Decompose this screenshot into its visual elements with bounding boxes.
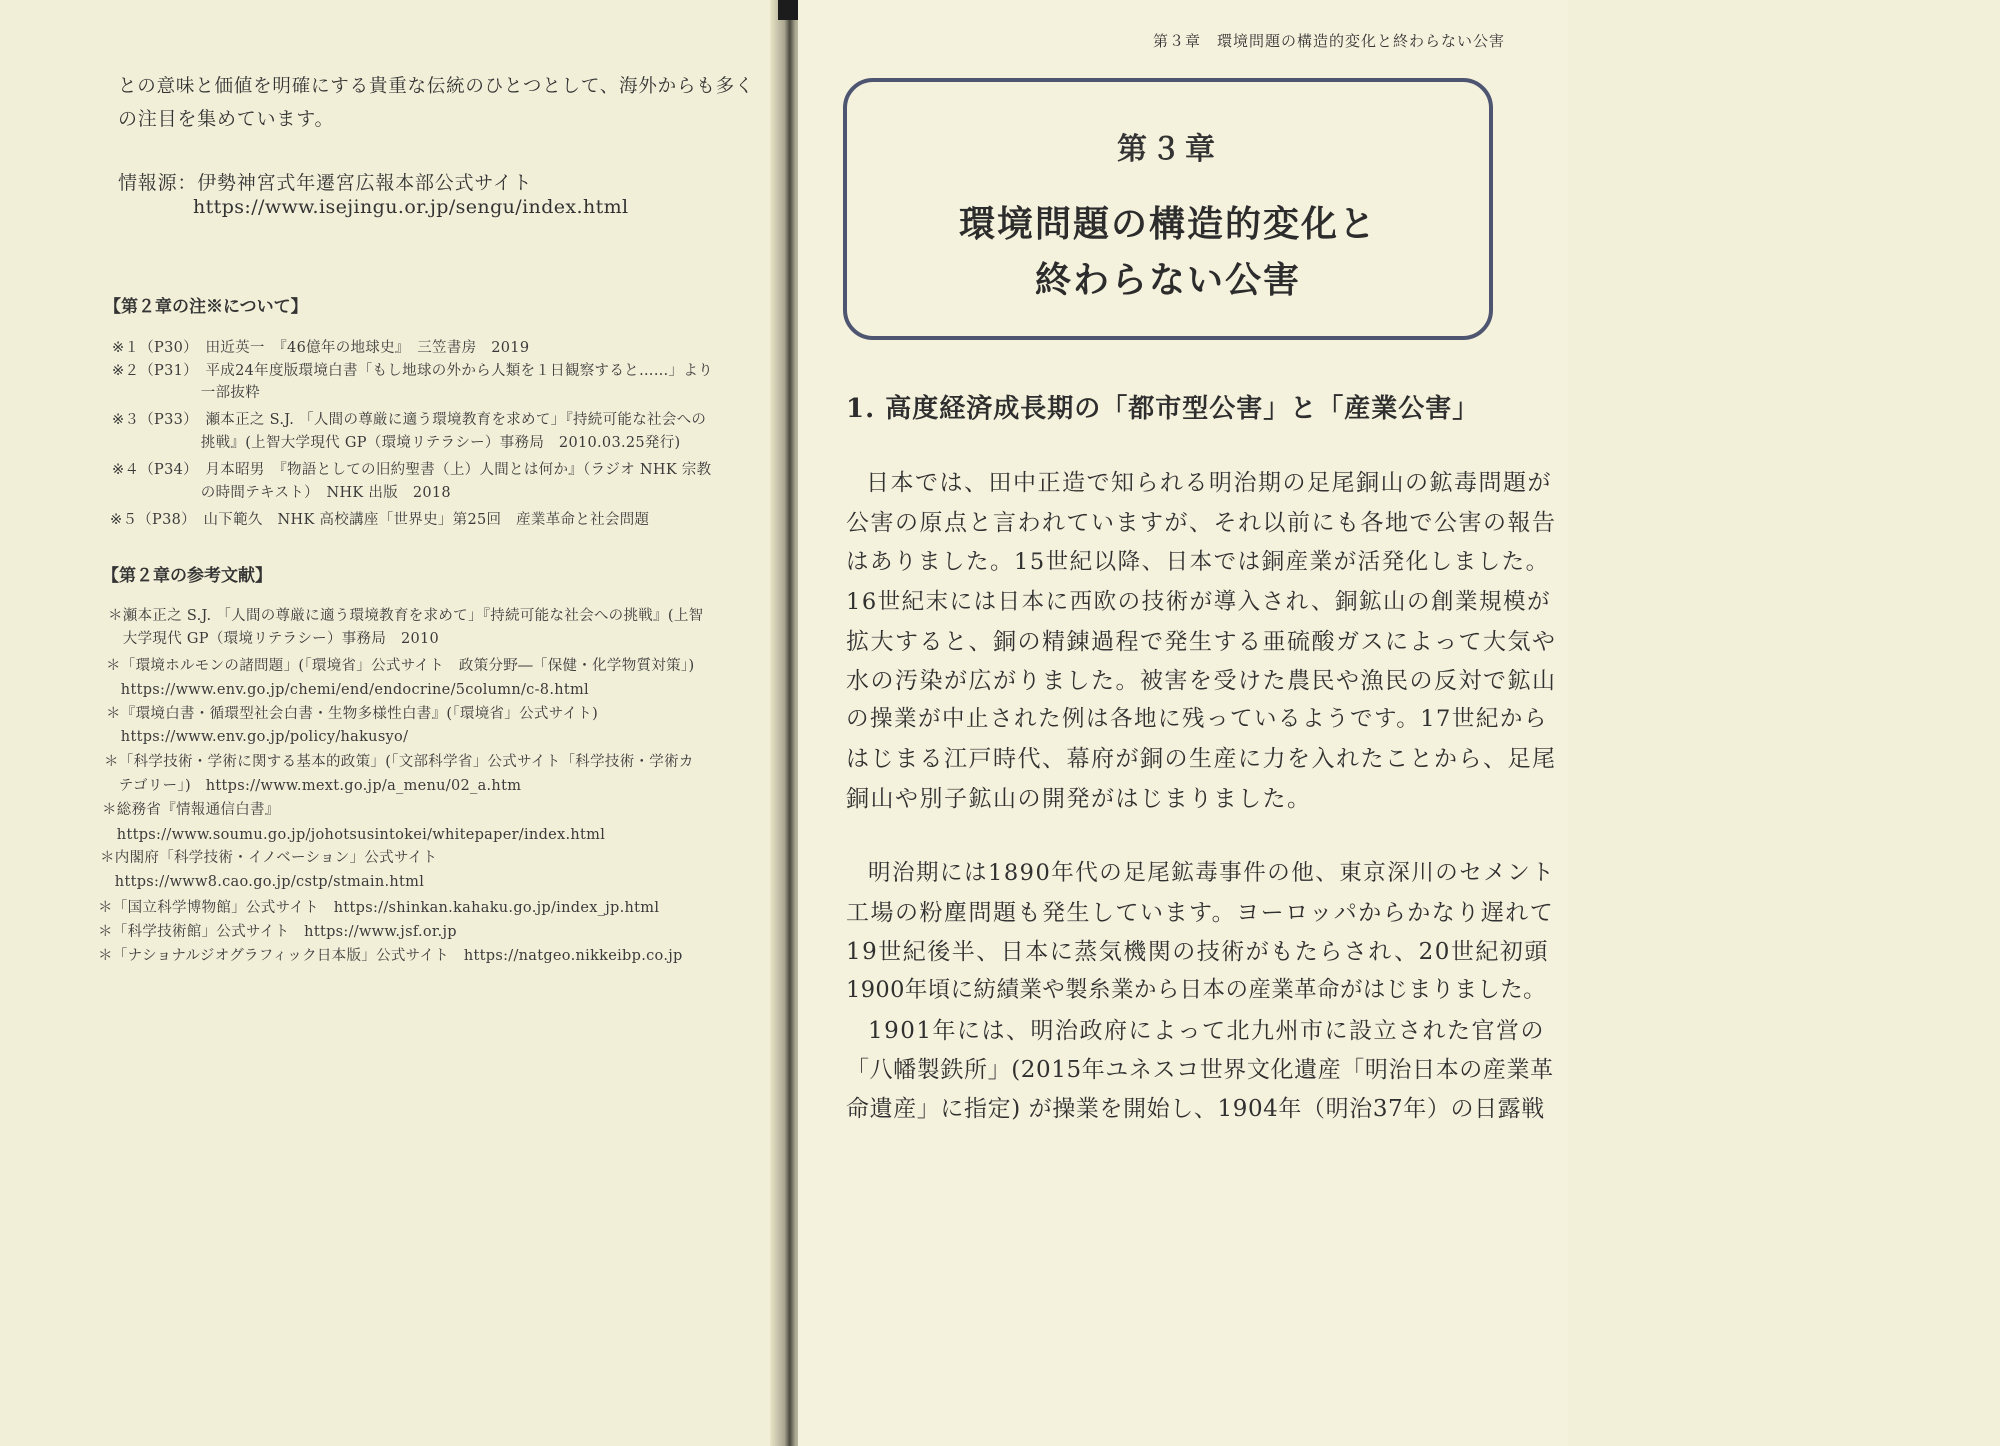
ref-item: ＊内閣府「科学技術・イノベーション」公式サイト: [100, 850, 438, 866]
ref-item: ＊総務省『情報通信白書』: [102, 802, 280, 818]
source-url: https://www.isejingu.or.jp/sengu/index.html: [193, 196, 629, 218]
note-4: ※４（P34） 月本昭男 『物語としての旧約聖書（上）人間とは何か』（ラジオ NHK 宗教: [112, 462, 712, 478]
paragraph-line: 1900年頃に紡績業や製糸業から日本の産業革命がはじまりました。: [846, 977, 1547, 1003]
paragraph-line: 明治期には1890年代の足尾鉱毒事件の他、東京深川のセメント: [868, 860, 1556, 886]
ref-item: ＊「ナショナルジオグラフィック日本版」公式サイト https://natgeo.nikkeibp.co.jp: [98, 948, 683, 964]
paragraph-line: 水の汚染が広がりました。被害を受けた農民や漁民の反対で鉱山: [846, 668, 1557, 694]
source-label: 情報源：伊勢神宮式年遷宮広報本部公式サイト: [118, 172, 533, 194]
chapter-title-line-2: 終わらない公害: [1034, 259, 1301, 301]
note-2-cont: 一部抜粋: [112, 385, 260, 401]
ref-url: https://www.env.go.jp/policy/hakusyo/: [106, 729, 409, 745]
refs-heading: 【第２章の参考文献】: [102, 566, 272, 586]
chapter-number: 第３章: [1117, 132, 1219, 167]
note-1: ※１（P30） 田近英一 『46億年の地球史』 三笠書房 2019: [112, 340, 530, 356]
intro-line-1: との意味と価値を明確にする貴重な伝統のひとつとして、海外からも多く: [118, 76, 755, 97]
note-2: ※２（P31） 平成24年度版環境白書「もし地球の外から人類を１日観察すると……」より: [112, 363, 713, 379]
note-4-cont: の時間テキスト） NHK 出版 2018: [112, 485, 451, 501]
ref-item: ＊『環境白書・循環型社会白書・生物多様性白書』(「環境省」公式サイト): [106, 706, 599, 722]
ref-item: ＊「環境ホルモンの諸問題」(「環境省」公式サイト 政策分野―「保健・化学物質対策」): [106, 658, 695, 674]
ref-item: ＊「科学技術・学術に関する基本的政策」(「文部科学省」公式サイト「科学技術・学術カ: [104, 754, 694, 770]
section-heading: 1. 高度経済成長期の「都市型公害」と「産業公害」: [846, 394, 1480, 424]
paragraph-line: 命遺産」に指定) が操業を開始し、1904年（明治37年）の日露戦: [846, 1096, 1545, 1122]
ref-url: https://www.env.go.jp/chemi/end/endocrine/5column/c-8.html: [106, 682, 589, 698]
ref-item: 大学現代 GP（環境リテラシー）事務局 2010: [108, 631, 440, 647]
paragraph-line: の操業が中止された例は各地に残っているようです。17世紀から: [846, 706, 1548, 732]
right-page: [798, 0, 1568, 1446]
ref-url: https://www.soumu.go.jp/johotsusintokei/whitepaper/index.html: [102, 827, 606, 843]
paragraph-line: 19世紀後半、日本に蒸気機関の技術がもたらされ、20世紀初頭: [846, 939, 1549, 965]
chapter-title-line-1: 環境問題の構造的変化と: [958, 203, 1377, 245]
note-3-cont: 挑戦』(上智大学現代 GP（環境リテラシー）事務局 2010.03.25発行): [112, 435, 681, 451]
paragraph-line: 公害の原点と言われていますが、それ以前にも各地で公害の報告: [846, 510, 1557, 536]
gutter-shadow: [778, 0, 798, 20]
notes-heading: 【第２章の注※について】: [104, 297, 308, 317]
ref-item: ＊瀬本正之 S.J. 「人間の尊厳に適う環境教育を求めて」『持続可能な社会への挑戦』(上智: [108, 608, 704, 624]
paragraph-line: 「八幡製鉄所」(2015年ユネスコ世界文化遺産「明治日本の産業革: [846, 1057, 1554, 1083]
intro-line-2: の注目を集めています。: [118, 108, 335, 130]
paragraph-line: はじまる江戸時代、幕府が銅の生産に力を入れたことから、足尾: [846, 746, 1557, 772]
ref-url: https://www8.cao.go.jp/cstp/stmain.html: [100, 874, 425, 890]
paragraph-line: 1901年には、明治政府によって北九州市に設立された官営の: [868, 1018, 1546, 1044]
left-page: [0, 0, 778, 1446]
paragraph-line: 工場の粉塵問題も発生しています。ヨーロッパからかなり遅れて: [846, 900, 1555, 926]
paragraph-line: 16世紀末には日本に西欧の技術が導入され、銅鉱山の創業規模が: [846, 589, 1551, 615]
ref-item: テゴリー」) https://www.mext.go.jp/a_menu/02_a.htm: [104, 778, 522, 794]
note-5: ※５（P38） 山下範久 NHK 高校講座「世界史」第25回 産業革命と社会問題: [110, 512, 650, 528]
paragraph-line: 銅山や別子鉱山の開発がはじまりました。: [846, 786, 1312, 812]
ref-item: ＊「国立科学博物館」公式サイト https://shinkan.kahaku.go.jp/index_jp.html: [98, 900, 660, 916]
running-head: 第３章 環境問題の構造的変化と終わらない公害: [1153, 32, 1506, 50]
paragraph-line: はありました。15世紀以降、日本では銅産業が活発化しました。: [846, 549, 1550, 575]
note-3: ※３（P33） 瀬本正之 S.J. 「人間の尊厳に適う環境教育を求めて」『持続可能な社会への: [112, 412, 707, 428]
paragraph-line: 拡大すると、銅の精錬過程で発生する亜硫酸ガスによって大気や: [846, 629, 1557, 655]
ref-item: ＊「科学技術館」公式サイト https://www.jsf.or.jp: [98, 924, 457, 940]
paragraph-line: 日本では、田中正造で知られる明治期の足尾銅山の鉱毒問題が: [866, 470, 1552, 496]
